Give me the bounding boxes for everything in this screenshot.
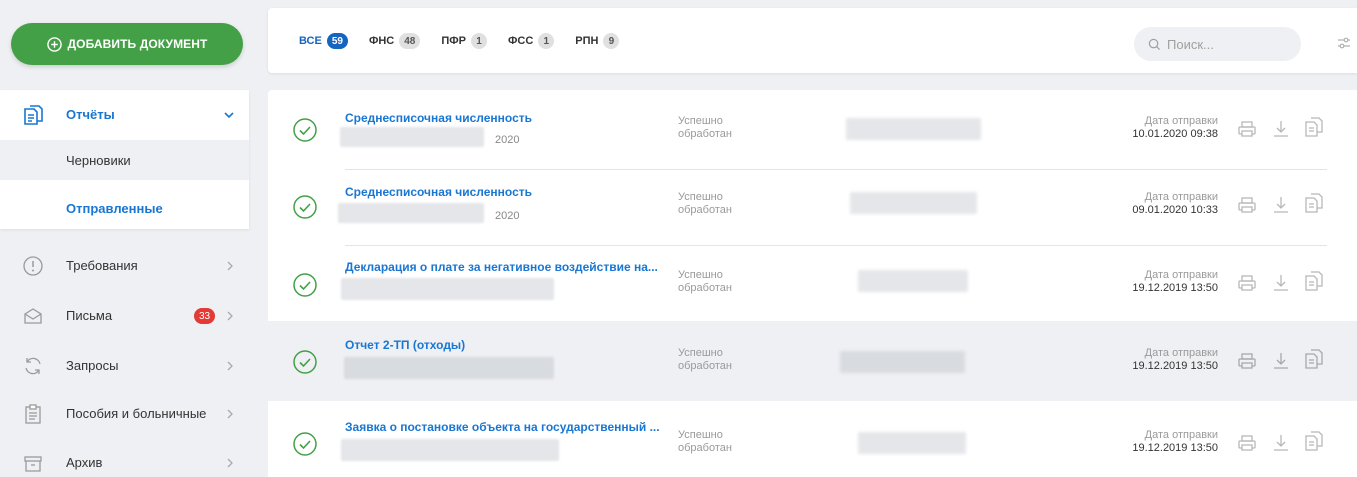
blurred-recipient bbox=[846, 118, 981, 140]
send-date: 10.01.2020 09:38 bbox=[1132, 128, 1218, 140]
print-icon[interactable] bbox=[1237, 433, 1257, 453]
print-icon[interactable] bbox=[1237, 119, 1257, 139]
document-title[interactable]: Среднесписочная численность bbox=[345, 111, 533, 125]
document-row[interactable] bbox=[268, 402, 1357, 477]
sidebar-item-requirements[interactable] bbox=[0, 241, 249, 291]
success-check-icon bbox=[292, 272, 318, 298]
documents-copy-icon[interactable] bbox=[1304, 349, 1324, 369]
status-line: обработан bbox=[678, 282, 732, 294]
document-status bbox=[678, 115, 732, 141]
success-check-icon bbox=[292, 194, 318, 220]
download-icon[interactable] bbox=[1271, 433, 1291, 453]
documents-copy-icon[interactable] bbox=[1304, 431, 1324, 451]
document-year: 2020 bbox=[495, 134, 520, 146]
sidebar-item-label: Архив bbox=[66, 455, 103, 470]
status-line: обработан bbox=[678, 128, 732, 140]
status-line: обработан bbox=[678, 360, 732, 372]
alert-circle-icon bbox=[22, 255, 44, 277]
sidebar-subitem-sent[interactable] bbox=[0, 188, 249, 228]
sidebar-item-label: Запросы bbox=[66, 358, 119, 373]
blurred-organization bbox=[341, 278, 554, 300]
sidebar-subitem-label: Отправленные bbox=[66, 200, 163, 216]
status-line: обработан bbox=[678, 204, 732, 216]
status-line: Успешно bbox=[678, 429, 723, 441]
document-title[interactable]: Отчет 2-ТП (отходы) bbox=[345, 338, 466, 352]
date-label: Дата отправки bbox=[1144, 347, 1218, 359]
download-icon[interactable] bbox=[1271, 119, 1291, 139]
tab-label: ВСЕ bbox=[299, 35, 322, 47]
sidebar-item-queries[interactable] bbox=[0, 341, 249, 391]
documents-copy-icon[interactable] bbox=[1304, 117, 1324, 137]
download-icon[interactable] bbox=[1271, 273, 1291, 293]
blurred-recipient bbox=[858, 270, 968, 292]
clipboard-icon bbox=[22, 403, 44, 425]
print-icon[interactable] bbox=[1237, 195, 1257, 215]
document-title[interactable]: Декларация о плате за негативное воздействие на... bbox=[345, 260, 658, 274]
chevron-right-icon bbox=[226, 408, 234, 420]
date-label: Дата отправки bbox=[1144, 115, 1218, 127]
sidebar-item-label: Пособия и больничные bbox=[66, 406, 207, 421]
status-line: обработан bbox=[678, 442, 732, 454]
sidebar bbox=[0, 0, 254, 477]
sidebar-item-benefits[interactable] bbox=[0, 389, 249, 439]
download-icon[interactable] bbox=[1271, 195, 1291, 215]
sidebar-item-label: Отчёты bbox=[66, 107, 115, 122]
document-status bbox=[678, 269, 732, 295]
tab-label: ПФР bbox=[441, 35, 466, 47]
refresh-icon bbox=[22, 355, 44, 377]
date-label: Дата отправки bbox=[1144, 429, 1218, 441]
send-date: 19.12.2019 13:50 bbox=[1132, 442, 1218, 454]
send-date: 09.01.2020 10:33 bbox=[1132, 204, 1218, 216]
chevron-right-icon bbox=[226, 360, 234, 372]
document-status bbox=[678, 429, 732, 455]
date-label: Дата отправки bbox=[1144, 269, 1218, 281]
filter-settings-icon[interactable] bbox=[1336, 35, 1352, 51]
print-icon[interactable] bbox=[1237, 351, 1257, 371]
document-row[interactable] bbox=[268, 166, 1357, 246]
document-row[interactable] bbox=[268, 242, 1357, 322]
sidebar-item-label: Письма bbox=[66, 308, 113, 323]
sidebar-item-letters[interactable] bbox=[0, 291, 249, 341]
filter-bar bbox=[268, 8, 1357, 73]
tab-count-badge: 48 bbox=[399, 33, 420, 49]
blurred-recipient bbox=[858, 432, 966, 454]
blurred-organization bbox=[344, 357, 554, 379]
chevron-right-icon bbox=[226, 310, 234, 322]
document-title[interactable]: Заявка о постановке объекта на государственный ... bbox=[345, 420, 660, 434]
document-status bbox=[678, 191, 732, 217]
send-date: 19.12.2019 13:50 bbox=[1132, 282, 1218, 294]
sidebar-item-reports[interactable] bbox=[0, 90, 249, 140]
envelope-icon bbox=[22, 305, 44, 327]
success-check-icon bbox=[292, 117, 318, 143]
tab-fns[interactable] bbox=[369, 33, 420, 49]
chevron-right-icon bbox=[226, 260, 234, 272]
success-check-icon bbox=[292, 349, 318, 375]
reports-section bbox=[0, 90, 249, 229]
add-document-label: ДОБАВИТЬ ДОКУМЕНТ bbox=[67, 37, 208, 51]
sidebar-item-archive[interactable] bbox=[0, 438, 249, 477]
document-row[interactable] bbox=[268, 90, 1357, 170]
tab-count-badge: 1 bbox=[471, 33, 487, 49]
tab-pfr[interactable] bbox=[441, 33, 487, 49]
sidebar-item-label: Требования bbox=[66, 258, 138, 273]
chevron-down-icon bbox=[223, 110, 235, 120]
documents-copy-icon[interactable] bbox=[1304, 193, 1324, 213]
send-date: 19.12.2019 13:50 bbox=[1132, 360, 1218, 372]
status-line: Успешно bbox=[678, 269, 723, 281]
blurred-recipient bbox=[840, 351, 965, 373]
document-status bbox=[678, 347, 732, 373]
plus-circle-icon bbox=[47, 37, 62, 52]
document-title[interactable]: Среднесписочная численность bbox=[345, 185, 533, 199]
document-row[interactable] bbox=[268, 321, 1357, 401]
tab-label: ФСС bbox=[507, 35, 534, 47]
tab-count-badge: 1 bbox=[538, 33, 554, 49]
search-icon bbox=[1148, 38, 1161, 51]
print-icon[interactable] bbox=[1237, 273, 1257, 293]
date-label: Дата отправки bbox=[1144, 191, 1218, 203]
add-document-button[interactable] bbox=[11, 23, 243, 65]
sidebar-subitem-drafts[interactable] bbox=[0, 140, 249, 180]
tab-fss[interactable] bbox=[508, 33, 554, 49]
documents-list bbox=[268, 90, 1357, 477]
download-icon[interactable] bbox=[1271, 351, 1291, 371]
search-input[interactable] bbox=[1167, 37, 1287, 52]
search-box[interactable] bbox=[1134, 27, 1301, 61]
unread-count-badge: 33 bbox=[194, 308, 215, 324]
tab-rpn[interactable] bbox=[575, 33, 619, 49]
tab-all[interactable] bbox=[299, 33, 348, 49]
blurred-organization bbox=[338, 203, 484, 223]
status-line: Успешно bbox=[678, 115, 723, 127]
blurred-recipient bbox=[850, 192, 977, 214]
reports-icon bbox=[22, 104, 44, 126]
sidebar-subitem-label: Черновики bbox=[66, 152, 131, 168]
status-line: Успешно bbox=[678, 191, 723, 203]
blurred-organization bbox=[341, 439, 559, 461]
archive-icon bbox=[22, 452, 44, 474]
document-year: 2020 bbox=[495, 210, 520, 222]
tab-count-badge: 9 bbox=[603, 33, 619, 49]
chevron-right-icon bbox=[226, 457, 234, 469]
tab-label: ФНС bbox=[368, 35, 395, 47]
filter-tabs bbox=[299, 33, 640, 49]
tab-count-badge: 59 bbox=[327, 33, 348, 49]
tab-label: РПН bbox=[575, 35, 599, 47]
status-line: Успешно bbox=[678, 347, 723, 359]
success-check-icon bbox=[292, 431, 318, 457]
blurred-organization bbox=[340, 127, 484, 147]
documents-copy-icon[interactable] bbox=[1304, 271, 1324, 291]
